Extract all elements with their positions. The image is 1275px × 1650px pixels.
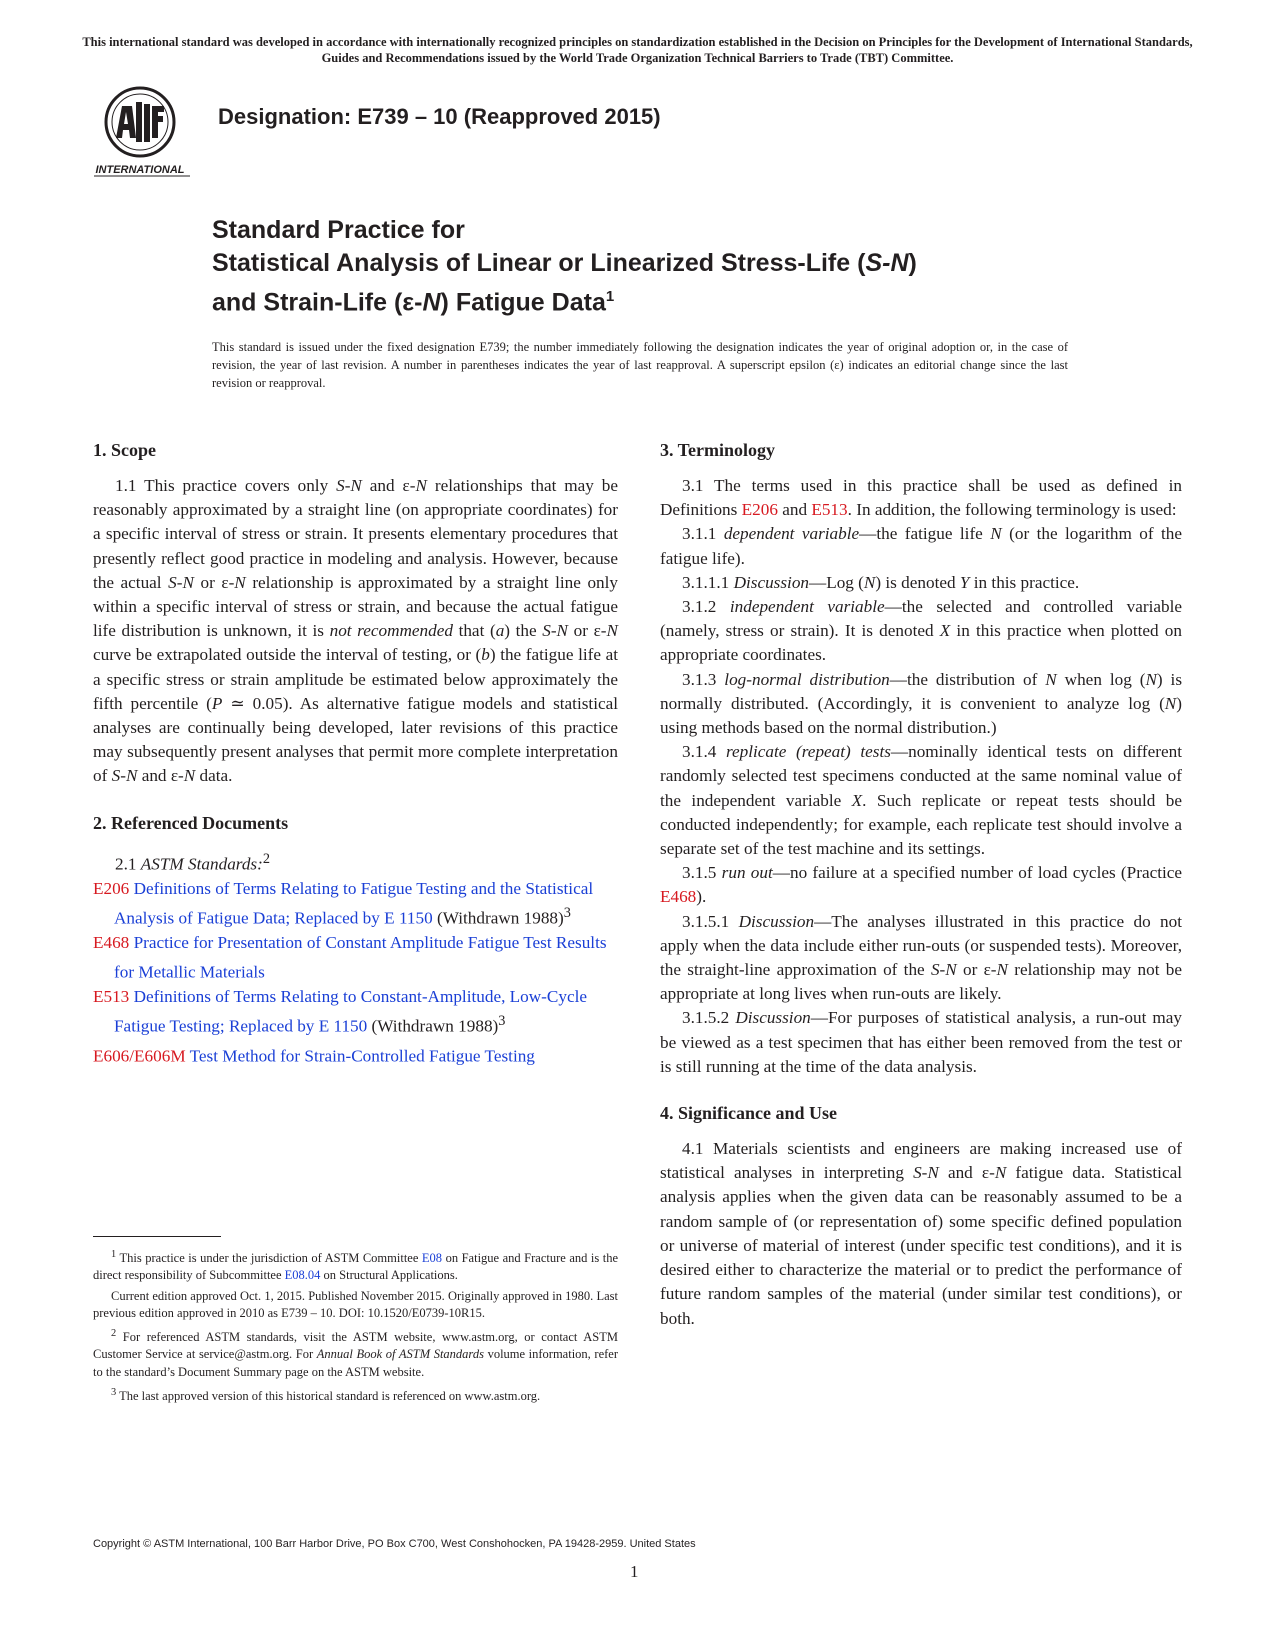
paragraph-3-1-4: 3.1.4 replicate (repeat) tests—nominally identical tests on different randomly selected test specimens conducted at the same nominal value of the independent variable X. Such replicate or repeat tests should be conducted independently; for example, each replicate test should involve a separate set of the test machine and its settings. (660, 742, 1182, 859)
right-column (660, 438, 1182, 1331)
e468-link[interactable]: E468 (660, 887, 697, 907)
reference-code-link[interactable]: E468 (93, 932, 130, 952)
logo-caption: INTERNATIONAL (95, 164, 185, 176)
paragraph-3-1-1-1: 3.1.1.1 Discussion—Log (N) is denoted Y in this practice. (682, 572, 1080, 592)
reference-entry[interactable]: E513 Definitions of Terms Relating to Constant-Amplitude, Low-Cycle Fatigue Testing; Replaced by E 1150 (Withdrawn 1988)$^3$ (93, 986, 587, 1036)
paragraph-3-1-2: 3.1.2 independent variable—the selected and controlled variable (namely, stress or strain). It is denoted X in this practice when plotted on appropriate coordinates. (660, 597, 1183, 665)
reference-title-link[interactable]: Practice for Presentation of Constant Amplitude Fatigue Test Results for Metallic Materials (114, 932, 607, 982)
e513-link[interactable]: E513 (811, 500, 848, 520)
subcommittee-link[interactable]: E08.04 (284, 1268, 321, 1283)
edition-note: Current edition approved Oct. 1, 2015. Published November 2015. Originally approved in 1980. Last previous edition approved in 2010 as E739 – 10. DOI: 10.1520/E0739-10R15. (93, 1288, 618, 1320)
title-line-1: Standard Practice for (212, 216, 465, 244)
left-column (93, 438, 618, 1069)
reference-entry[interactable] (93, 931, 618, 985)
paragraph-3-1-5: 3.1.5 run out—no failure at a specified number of load cycles (Practice E468). (660, 863, 1183, 907)
section-heading-referenced-documents: 2. Referenced Documents (93, 812, 289, 833)
reference-entry[interactable] (93, 1039, 618, 1069)
tbt-notice: This international standard was developed in accordance with internationally recognized principles on standardization established in the Decision on Principles for the Development of International Standards, Guides and Recommendations issued by the World Trade Organization Technical Barriers to Trade (TBT) Committee. (82, 35, 1193, 65)
reference-entry[interactable]: E206 Definitions of Terms Relating to Fatigue Testing and the Statistical Analysis of Fatigue Data; Replaced by E 1150 (Withdrawn 1988)$^3$ (93, 878, 594, 928)
footnotes (93, 1246, 618, 1408)
section-heading-scope: 1. Scope (93, 440, 156, 460)
section-heading-significance: 4. Significance and Use (660, 1103, 838, 1124)
paragraph-4-1: 4.1 Materials scientists and engineers are making increased use of statistical analyses in interpreting S-N and ε-N fatigue data. Statistical analysis applies when the given data can be reasonably assumed to be a random sample of (or representation of) some specific defined population or universe of material of interest (under specific test conditions), and it is desired either to characterize the material or to predict the performance of future random samples of the material (under similar test conditions), or both. (660, 1139, 1182, 1328)
footnote-1: $^1$ This practice is under the jurisdiction of ASTM Committee E08 on Fatigue and Fracture and is the direct responsibility of Subcommittee E08.04 on Structural Applications. (93, 1249, 619, 1283)
paragraph-2-1: 2.1 ASTM Standards:$^2$ (115, 850, 271, 874)
footnote-2: $^2$ For referenced ASTM standards, visit the ASTM website, www.astm.org, or contact ASTM Customer Service at service@astm.org. For Annual Book of ASTM Standards volume information, refer to the standard’s Document Summary page on the ASTM website. (93, 1327, 618, 1379)
reference-title-link[interactable]: Definitions of Terms Relating to Constant-Amplitude, Low-Cycle Fatigue Testing; Replaced by E 1150 (114, 986, 587, 1036)
footnote-3: $^3$ The last approved version of this historical standard is referenced on www.astm.org. (111, 1386, 541, 1403)
reference-code-link[interactable]: E606/E606M (93, 1046, 186, 1066)
e206-link[interactable]: E206 (741, 500, 778, 520)
section-heading-terminology: 3. Terminology (660, 440, 776, 460)
paragraph-3-1-3: 3.1.3 log-normal distribution—the distribution of N when log (N) is normally distributed. (Accordingly, it is convenient to analyze log (N) using methods based on the normal distribution.) (660, 669, 1183, 738)
committee-link[interactable]: E08 (421, 1251, 443, 1266)
issue-note: This standard is issued under the fixed designation E739; the number immediately following the designation indicates the year of original adoption or, in the case of revision, the year of last revision. A number in parentheses indicates the year of last reapproval. A superscript epsilon (ε) indicates an editorial change since the last revision or reapproval. (212, 340, 1068, 390)
astm-logo (92, 82, 202, 182)
title-line-2: Statistical Analysis of Linear or Linearized Stress-Life (S-N) (212, 249, 917, 277)
reference-code-link[interactable]: E513 (93, 986, 130, 1006)
paragraph-3-1-5-1: 3.1.5.1 Discussion—The analyses illustrated in this practice do not apply when the data include either run-outs (or suspended tests). Moreover, the straight-line approximation of the S-N or ε-N relationship may not be appropriate at long lives when run-outs are likely. (660, 911, 1183, 1004)
paragraph-3-1-1: 3.1.1 dependent variable—the fatigue life N (or the logarithm of the fatigue life). (660, 524, 1183, 568)
footnote-rule (93, 1236, 221, 1237)
paragraph-3-1: 3.1 The terms used in this practice shall be used as defined in Definitions E206 and E513. In addition, the following terminology is used: (660, 476, 1182, 520)
paragraph-3-1-5-2: 3.1.5.2 Discussion—For purposes of statistical analysis, a run-out may be viewed as a test specimen that has either been removed from the test or is still running at the time of the data analysis. (660, 1008, 1183, 1076)
copyright-line: Copyright © ASTM International, 100 Barr Harbor Drive, PO Box C700, West Conshohocken, PA 19428-2959. United States (93, 1538, 696, 1550)
reference-code-link[interactable]: E206 (93, 878, 130, 898)
document-title (212, 214, 1112, 319)
designation: Designation: E739 – 10 (Reapproved 2015) (218, 104, 661, 129)
reference-title-link[interactable]: Definitions of Terms Relating to Fatigue Testing and the Statistical Analysis of Fatigue Data; Replaced by E 1150 (114, 878, 594, 928)
reference-title-link[interactable]: Test Method for Strain-Controlled Fatigue Testing (189, 1046, 535, 1066)
paragraph-1-1: 1.1 This practice covers only S-N and ε-N relationships that may be reasonably approximated by a straight line (on appropriate coordinates) for a specific interval of stress or strain. It presents elementary procedures that presently reflect good practice in modeling and analysis. However, because the actual S-N or ε-N relationship is approximated by a straight line only within a specific interval of stress or strain, and because the actual fatigue life distribution is unknown, it is not recommended that (a) the S-N or ε-N curve be extrapolated outside the interval of testing, or (b) the fatigue life at a specific stress or strain amplitude be estimated below approximately the fifth percentile (P ≃ 0.05). As alternative fatigue models and statistical analyses are continually being developed, later revisions of this practice may subsequently present analyses that permit more complete interpretation of S-N and ε-N data. (93, 476, 619, 786)
title-footnote-mark: 1 (605, 288, 615, 305)
astm-logo-icon (92, 82, 202, 182)
title-line-3: and Strain-Life (ε-N) Fatigue Data$^1$ (212, 288, 615, 317)
page-number: 1 (630, 1562, 639, 1581)
